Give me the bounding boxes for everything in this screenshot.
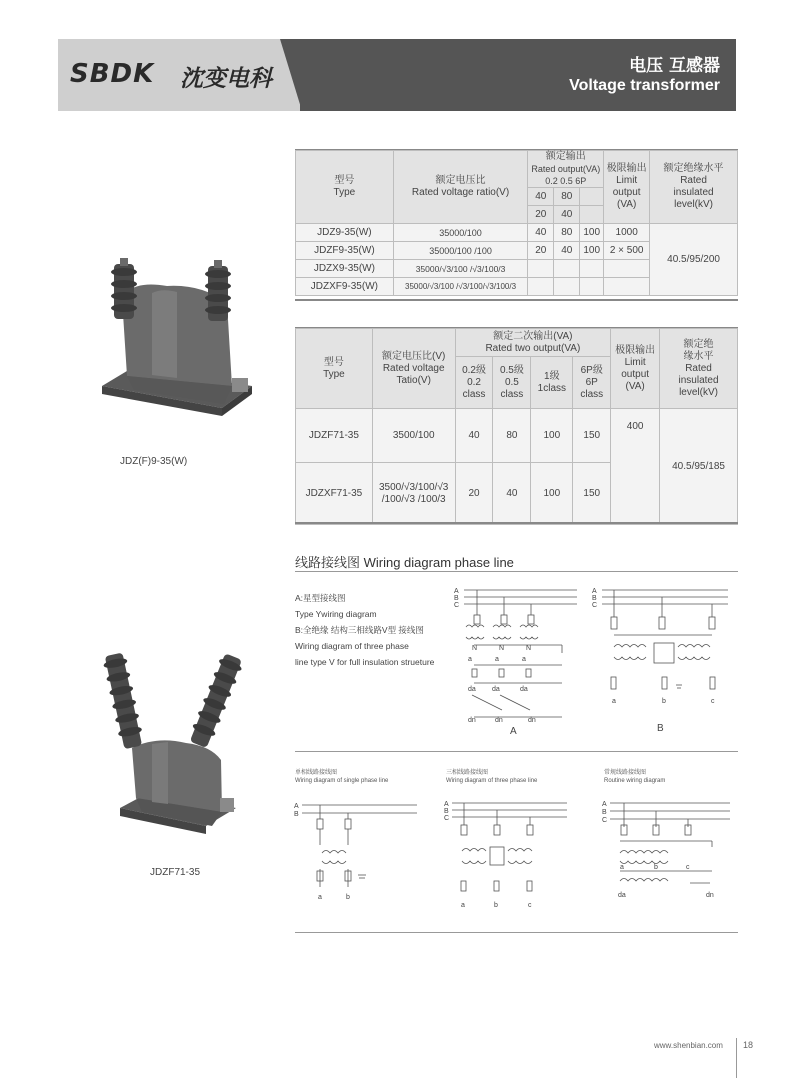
product-caption-2: JDZF71-35 <box>150 867 201 878</box>
svg-text:c: c <box>711 698 715 705</box>
spec-table-1 <box>295 150 738 296</box>
wiring-diagram-b <box>590 585 730 715</box>
class-header: 0.2级 0.2 class <box>455 357 493 409</box>
insulation-value: 40.5/95/185 <box>660 409 738 525</box>
insulation-header: 额定绝缘水平 Rated insulated level(kV) <box>650 151 738 224</box>
svg-text:a: a <box>612 698 616 705</box>
svg-text:C: C <box>454 602 460 609</box>
svg-text:a: a <box>468 656 472 663</box>
svg-text:A: A <box>444 801 449 808</box>
svg-text:a: a <box>318 894 322 901</box>
table-row: JDZF9-35(W) 35000/100 /100 20 40 100 2 × 500 <box>296 242 738 260</box>
spec-table-2 <box>295 328 738 525</box>
output-header: 额定输出 Rated output(VA) 0.2 0.5 6P <box>528 151 604 188</box>
table2-bottom-rule <box>295 522 738 524</box>
svg-text:da: da <box>468 686 476 693</box>
class-header: 1级 1class <box>531 357 573 409</box>
footer-url: www.shenbian.com <box>654 1041 723 1050</box>
svg-text:da: da <box>520 686 528 693</box>
svg-text:dn: dn <box>495 717 503 724</box>
wiring-legend: A:星型接线图 Type Ywiring diagram B:全绝缘 结构三相线路V型 接线图 Wiring diagram of three phase line type V for full insulation strueture <box>295 593 435 667</box>
output-header: 额定二次输出(VA) Rated two output(VA) <box>455 329 611 357</box>
table-row: JDZF71-35 3500/100 40 80 100 150 400 40.5/95/185 <box>296 409 738 463</box>
sub-cell: 40 <box>528 188 554 206</box>
table-row: JDZXF71-35 3500/√3/100/√3 /100/√3 /100/3 20 40 100 150 <box>296 463 738 525</box>
sub-cell <box>580 188 604 206</box>
wiring-diagram-a <box>452 585 582 725</box>
ratio-header: 额定电压比(V) Rated voltage Tatio(V) <box>372 329 455 409</box>
page-number: 18 <box>743 1040 754 1050</box>
product-caption-1: JDZ(F)9-35(W) <box>120 456 188 467</box>
diagram-a-label: A <box>510 726 517 737</box>
page-title-en: Voltage transformer <box>569 77 720 94</box>
svg-text:da: da <box>618 892 626 899</box>
limit-header: 极限输出 Limit output (VA) <box>604 151 650 224</box>
svg-text:b: b <box>494 902 498 909</box>
diagram-b-label: B <box>657 723 664 734</box>
class-header: 0.5级 0.5 class <box>493 357 531 409</box>
svg-text:a: a <box>461 902 465 909</box>
divider <box>295 571 738 572</box>
page-title-cn: 电压 互感器 <box>629 56 720 76</box>
transformer-photo-2 <box>96 648 246 843</box>
three-phase-title: 三相线路接线图 Wiring diagram of three phase line <box>446 770 538 784</box>
single-phase-title: 单相线路接线图 Wiring diagram of single phase line <box>295 770 389 784</box>
svg-text:C: C <box>592 602 598 609</box>
wiring-diagram-single-phase <box>292 795 422 905</box>
svg-text:b: b <box>654 864 658 871</box>
divider <box>295 932 738 933</box>
svg-text:a: a <box>620 864 624 871</box>
svg-text:C: C <box>602 817 608 824</box>
svg-text:dn: dn <box>706 892 714 899</box>
sub-cell <box>580 206 604 224</box>
svg-text:N: N <box>526 645 532 652</box>
svg-text:C: C <box>444 815 450 822</box>
table-row: JDZXF9-35(W) 35000/√3/100 /√3/100/√3/100/3 <box>296 278 738 296</box>
header-slant <box>280 39 302 111</box>
svg-text:B: B <box>592 595 597 602</box>
table-row: JDZ9-35(W) 35000/100 40 80 100 1000 40.5/95/200 <box>296 224 738 242</box>
svg-text:dn: dn <box>468 717 476 724</box>
brand-name-cn: 沈变电科 <box>180 66 272 92</box>
svg-text:b: b <box>662 698 666 705</box>
svg-text:A: A <box>294 803 299 810</box>
svg-text:N: N <box>472 645 478 652</box>
ratio-header: 额定电压比 Rated voltage ratio(V) <box>393 151 528 224</box>
svg-text:B: B <box>444 808 449 815</box>
routine-title: 常规线路接线图 Routine wiring diagram <box>604 770 666 784</box>
svg-text:A: A <box>602 801 607 808</box>
sub-cell: 80 <box>554 188 580 206</box>
wiring-diagram-routine <box>600 795 735 910</box>
insulation-header: 额定绝 缘水平 Rated insulated level(kV) <box>660 329 738 409</box>
table1-bottom-rule <box>295 299 738 301</box>
type-header: 型号 Type <box>296 329 373 409</box>
type-header: 型号 Type <box>296 151 394 224</box>
svg-text:a: a <box>495 656 499 663</box>
svg-text:A: A <box>592 588 597 595</box>
limit-header: 极限输出 Limit output (VA) <box>611 329 660 409</box>
svg-text:da: da <box>492 686 500 693</box>
svg-text:a: a <box>522 656 526 663</box>
sub-cell: 40 <box>554 206 580 224</box>
table-row: JDZX9-35(W) 35000/√3/100 /√3/100/3 <box>296 260 738 278</box>
insulation-value: 40.5/95/200 <box>650 224 738 296</box>
limit-value: 400 <box>611 409 660 525</box>
divider <box>295 751 738 752</box>
footer-divider <box>736 1038 737 1078</box>
svg-text:B: B <box>454 595 459 602</box>
class-header: 6P级 6P class <box>573 357 611 409</box>
svg-text:c: c <box>686 864 690 871</box>
sub-cell: 20 <box>528 206 554 224</box>
svg-text:b: b <box>346 894 350 901</box>
svg-text:c: c <box>528 902 532 909</box>
svg-text:B: B <box>602 809 607 816</box>
transformer-photo-1 <box>92 258 262 423</box>
brand-logo: SBDK <box>70 59 155 89</box>
svg-text:N: N <box>499 645 505 652</box>
wiring-section-title: 线路接线图 Wiring diagram phase line <box>295 555 514 570</box>
svg-text:A: A <box>454 588 459 595</box>
wiring-diagram-three-phase <box>442 795 572 915</box>
svg-text:dn: dn <box>528 717 536 724</box>
svg-text:B: B <box>294 811 299 818</box>
